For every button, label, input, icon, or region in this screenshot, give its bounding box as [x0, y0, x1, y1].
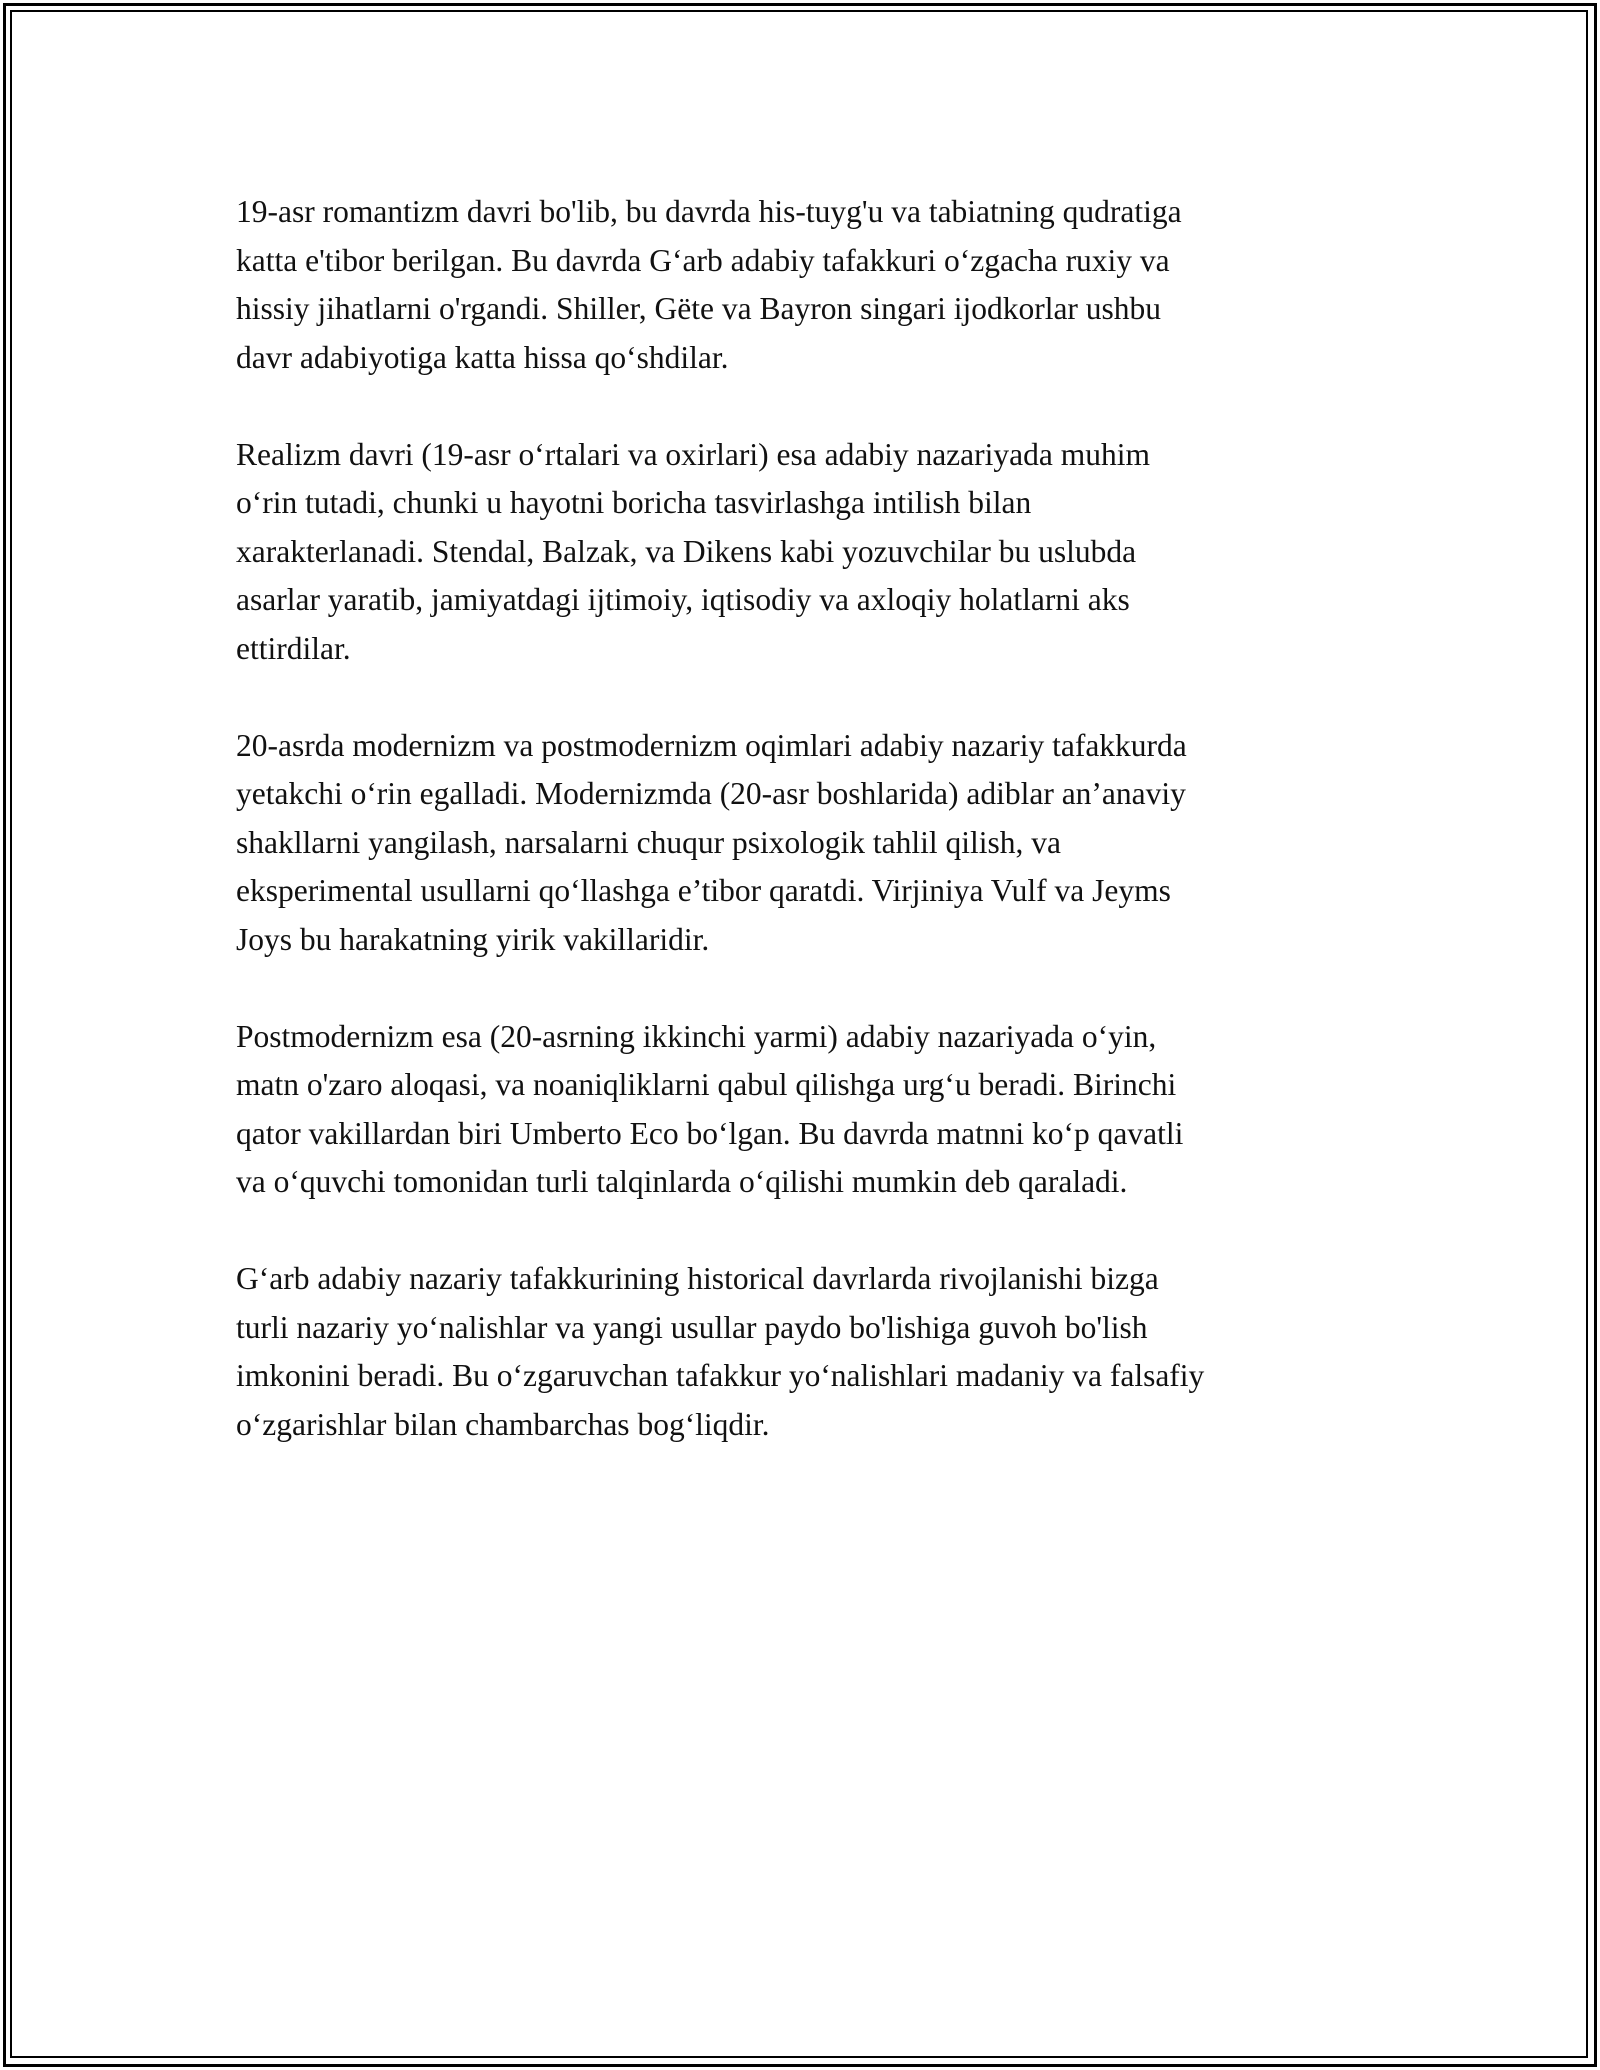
text-line: va o‘quvchi tomonidan turli talqinlarda o‘qilishi mumkin deb qaraladi.	[236, 1164, 1128, 1199]
text-line: yetakchi o‘rin egalladi. Modernizmda (20-asr boshlarida) adiblar an’anaviy	[236, 776, 1186, 811]
text-line: ettirdilar.	[236, 630, 351, 666]
text-line: Postmodernizm esa (20-asrning ikkinchi yarmi) adabiy nazariyada o‘yin,	[236, 1018, 1157, 1054]
text-line: davr adabiyotiga katta hissa qo‘shdilar.	[236, 339, 729, 375]
text-line: hissiy jihatlarni o'rgandi. Shiller, Gëte va Bayron singari ijodkorlar ushbu	[236, 291, 1162, 326]
text-line: o‘zgarishlar bilan chambarchas bog‘liqdir.	[236, 1406, 770, 1442]
text-line: qator vakillardan biri Umberto Eco bo‘lgan. Bu davrda matnni ko‘p qavatli	[236, 1115, 1184, 1151]
text-line: 19-asr romantizm davri bo'lib, bu davrda his-tuyg'u va tabiatning qudratiga	[236, 194, 1182, 229]
text-line: shakllarni yangilash, narsalarni chuqur psixologik tahlil qilish, va	[236, 824, 1061, 860]
text-line: eksperimental usullarni qo‘llashga e’tibor qaratdi. Virjiniya Vulf va Jeyms	[236, 873, 1171, 908]
text-line: katta e'tibor berilgan. Bu davrda G‘arb adabiy tafakkuri o‘zgacha ruxiy va	[236, 242, 1170, 278]
document-body	[236, 188, 1376, 1498]
paragraph-romanticism	[236, 188, 1376, 382]
paragraph-modernism	[236, 722, 1376, 965]
text-line: Joys bu harakatning yirik vakillaridir.	[236, 921, 710, 957]
text-line: matn o'zaro aloqasi, va noaniqliklarni qabul qilishga urg‘u beradi. Birinchi	[236, 1067, 1177, 1102]
paragraph-postmodernism	[236, 1013, 1376, 1207]
text-line: o‘rin tutadi, chunki u hayotni boricha tasvirlashga intilish bilan	[236, 485, 1032, 520]
text-line: G‘arb adabiy nazariy tafakkurining historical davrlarda rivojlanishi bizga	[236, 1261, 1159, 1296]
text-line: xarakterlanadi. Stendal, Balzak, va Dikens kabi yozuvchilar bu uslubda	[236, 533, 1137, 569]
text-line: asarlar yaratib, jamiyatdagi ijtimoiy, iqtisodiy va axloqiy holatlarni aks	[236, 582, 1130, 617]
text-line: 20-asrda modernizm va postmodernizm oqimlari adabiy nazariy tafakkurda	[236, 727, 1187, 763]
text-line: Realizm davri (19-asr o‘rtalari va oxirlari) esa adabiy nazariyada muhim	[236, 436, 1150, 472]
paragraph-conclusion	[236, 1255, 1376, 1449]
text-line: imkonini beradi. Bu o‘zgaruvchan tafakkur yo‘nalishlari madaniy va falsafiy	[236, 1358, 1205, 1393]
paragraph-realism	[236, 431, 1376, 674]
text-line: turli nazariy yo‘nalishlar va yangi usullar paydo bo'lishiga guvoh bo'lish	[236, 1309, 1148, 1345]
